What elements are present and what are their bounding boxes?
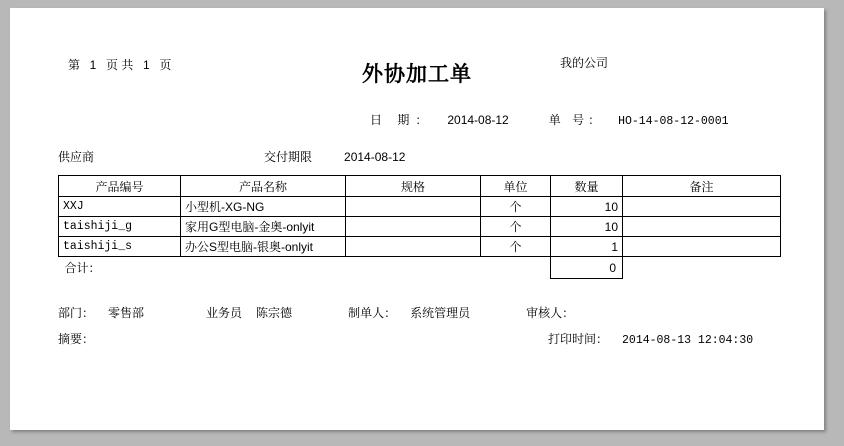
table-row: [59, 237, 781, 257]
total-spacer-name: [181, 257, 346, 279]
cell-code: taishiji_g: [59, 217, 181, 237]
maker-label: 制单人：: [348, 306, 397, 320]
cell-qty: 10: [551, 197, 623, 217]
auditor-label: 审核人：: [526, 306, 575, 320]
total-spacer-spec: [346, 257, 481, 279]
cell-qty: 1: [551, 237, 623, 257]
header-qty: 数量: [551, 176, 623, 197]
print-time: [548, 330, 753, 347]
dept-value: 零售部: [108, 306, 145, 320]
page-middle-label: 页 共: [106, 58, 134, 72]
company-name: 我的公司: [560, 56, 609, 70]
total-spacer-note: [623, 257, 781, 279]
date-value: 2014-08-12: [447, 113, 509, 127]
document-page: [10, 8, 824, 430]
supplier-label: 供应商: [58, 150, 95, 164]
page-prefix-label: 第: [68, 58, 81, 72]
print-time-label: 打印时间：: [548, 332, 609, 346]
cell-code: XXJ: [59, 197, 181, 217]
deadline-label: 交付期限: [264, 150, 313, 164]
print-time-value: 2014-08-13 12:04:30: [622, 334, 754, 347]
table-total-row: [59, 257, 781, 279]
order-no-value: HO-14-08-12-0001: [618, 115, 729, 128]
table-row: [59, 217, 781, 237]
deadline-value: 2014-08-12: [344, 150, 406, 164]
total-spacer-unit: [481, 257, 551, 279]
order-no-label: 单 号：: [548, 113, 605, 127]
cell-note: [623, 197, 781, 217]
purchase-order-document: [10, 8, 824, 430]
summary-line: [58, 330, 94, 347]
total-qty-value: 0: [551, 257, 623, 279]
page-suffix-label: 页: [159, 58, 172, 72]
cell-qty: 10: [551, 217, 623, 237]
header-code: 产品编号: [59, 176, 181, 197]
header-unit: 单位: [481, 176, 551, 197]
header-name: 产品名称: [181, 176, 346, 197]
document-meta: [370, 111, 729, 128]
sales-label: 业务员: [206, 306, 243, 320]
page-current-number: 1: [89, 58, 97, 72]
table-header-row: [59, 176, 781, 197]
cell-note: [623, 237, 781, 257]
page-total-number: 1: [143, 58, 150, 72]
cell-spec: [346, 197, 481, 217]
cell-unit: 个: [481, 197, 551, 217]
date-label: 日 期：: [370, 113, 434, 127]
cell-note: [623, 217, 781, 237]
cell-unit: 个: [481, 237, 551, 257]
cell-name: 办公S型电脑-银奥-onlyit: [181, 237, 346, 257]
header-spec: 规格: [346, 176, 481, 197]
cell-name: 家用G型电脑-金奥-onlyit: [181, 217, 346, 237]
footer-signatures: [58, 304, 588, 321]
cell-name: 小型机-XG-NG: [181, 197, 346, 217]
maker-value: 系统管理员: [410, 306, 471, 320]
cell-spec: [346, 217, 481, 237]
supplier-line: [58, 148, 405, 165]
cell-code: taishiji_s: [59, 237, 181, 257]
total-label: 合计：: [64, 261, 101, 276]
table-row: [59, 197, 781, 217]
summary-label: 摘要：: [58, 332, 95, 346]
cell-spec: [346, 237, 481, 257]
page-title: 外协加工单: [362, 63, 472, 86]
dept-label: 部门：: [58, 306, 95, 320]
items-table: [58, 175, 781, 279]
header-note: 备注: [623, 176, 781, 197]
cell-unit: 个: [481, 217, 551, 237]
sales-value: 陈宗德: [256, 306, 293, 320]
